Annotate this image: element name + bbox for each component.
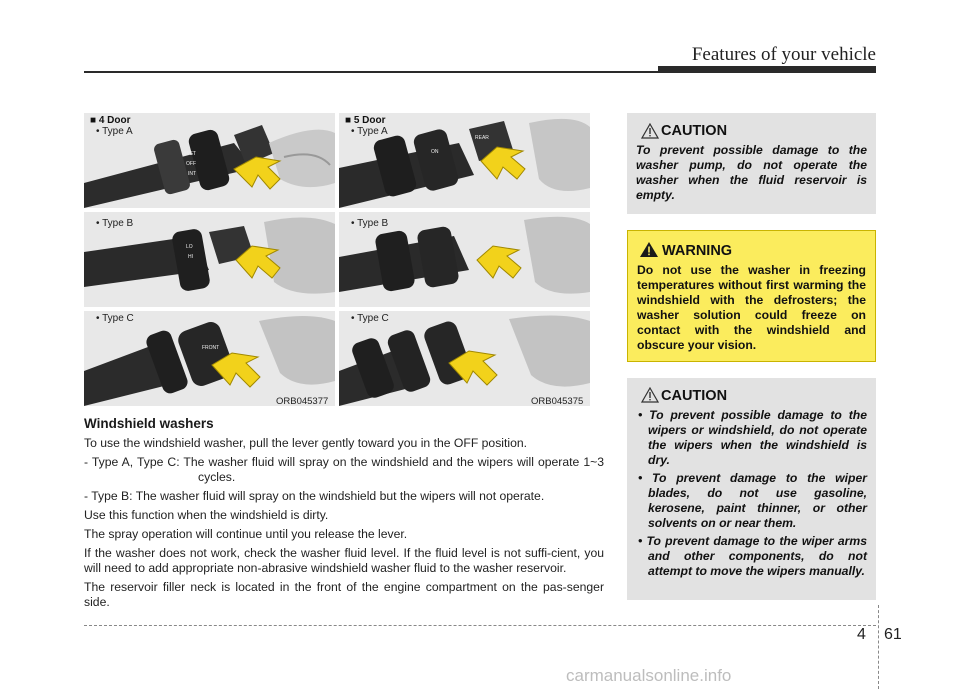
lever-mark-on: ON	[431, 149, 439, 155]
lever-mark-hi: HI	[188, 254, 193, 260]
figure-code-4door: ORB045377	[276, 396, 329, 407]
paragraph-fluid-level: If the washer does not work, check the washer fluid level. If the fluid level is not suffi-cient, you will need to add appropriate non-abrasive windshield washer fluid to the washer reservoir.	[84, 546, 604, 575]
warning-box	[627, 230, 876, 362]
warning-text: Do not use the washer in freezing temperatures without first warming the windshield with the defrosters; the washer solution could freeze on contact with the windshield and obscure your vision.	[637, 263, 866, 352]
page-number-separator	[878, 605, 879, 689]
figure-4door-type-c	[84, 311, 335, 406]
caution-box-2	[627, 378, 876, 600]
type-label-b-5door: • Type B	[351, 218, 389, 229]
paragraph-type-ac: - Type A, Type C: The washer fluid will spray on the windshield and the wipers will operate 1~3 cycles.	[84, 455, 604, 484]
lever-mark-mist: MIST	[184, 151, 196, 157]
type-label-a-5door: • Type A	[351, 126, 388, 137]
caution-icon	[641, 387, 659, 403]
paragraph-dirty: Use this function when the windshield is dirty.	[84, 508, 329, 522]
caution-icon	[641, 123, 659, 139]
lever-mark-int: INT	[188, 171, 197, 177]
watermark: carmanualsonline.info	[566, 666, 732, 685]
caution-1-heading: CAUTION	[661, 123, 728, 139]
section-body	[84, 436, 604, 610]
caution-2-item: • To prevent damage to the wiper arms and other components, do not attempt to move the wipers manually.	[638, 534, 867, 578]
lever-mark-off: OFF	[186, 161, 196, 167]
paragraph-1: To use the windshield washer, pull the lever gently toward you in the OFF position.	[84, 436, 528, 450]
type-label-c: • Type C	[96, 313, 134, 324]
paragraph-filler-neck: The reservoir filler neck is located in the front of the engine compartment on the pas-senger side.	[84, 580, 604, 609]
paragraph-release: The spray operation will continue until you release the lever.	[84, 527, 408, 541]
type-label-c-5door: • Type C	[351, 313, 389, 324]
caution-2-list	[636, 408, 867, 579]
warning-heading: WARNING	[662, 243, 733, 259]
section-title: Windshield washers	[84, 416, 214, 431]
type-label-a: • Type A	[96, 126, 133, 137]
caution-2-item: • To prevent damage to the wiper blades, do not use gasoline, kerosene, paint thinner, or other solvents on or near them.	[638, 471, 867, 530]
lever-mark-front: FRONT	[202, 345, 220, 351]
figure-label-4door: 4 Door	[98, 115, 131, 126]
caution-1-text: To prevent possible damage to the washer pump, do not operate the washer when the fluid reservoir is empty.	[636, 143, 867, 202]
page-number: 61	[884, 626, 902, 643]
caution-2-item: • To prevent possible damage to the wipers or windshield, do not operate the wipers when the windshield is dry.	[638, 408, 867, 467]
figure-label-5door-marker: ■	[345, 115, 352, 126]
figure-label-5door: 5 Door	[353, 115, 386, 126]
figure-5door-type-b	[339, 212, 590, 307]
figure-4door-type-b	[84, 212, 335, 307]
caution-box-1	[627, 113, 876, 214]
caution-2-heading: CAUTION	[661, 388, 728, 404]
figure-5door-type-a	[339, 113, 590, 208]
lever-mark-rear: REAR	[475, 135, 489, 141]
figure-5door-type-c	[339, 311, 590, 406]
type-label-b: • Type B	[96, 218, 134, 229]
page-header-title: Features of your vehicle	[691, 44, 876, 65]
paragraph-type-b: - Type B: The washer fluid will spray on the windshield but the wipers will not operate.	[84, 489, 545, 503]
chapter-number: 4	[857, 626, 866, 643]
figure-4door-type-a	[84, 113, 335, 208]
warning-icon	[639, 241, 659, 258]
figure-label-4door-marker: ■	[90, 115, 97, 126]
lever-mark-lo: LO	[186, 244, 193, 250]
footer-rule	[84, 625, 876, 626]
header-rule-accent	[658, 66, 876, 73]
figure-code-5door: ORB045375	[531, 396, 584, 407]
